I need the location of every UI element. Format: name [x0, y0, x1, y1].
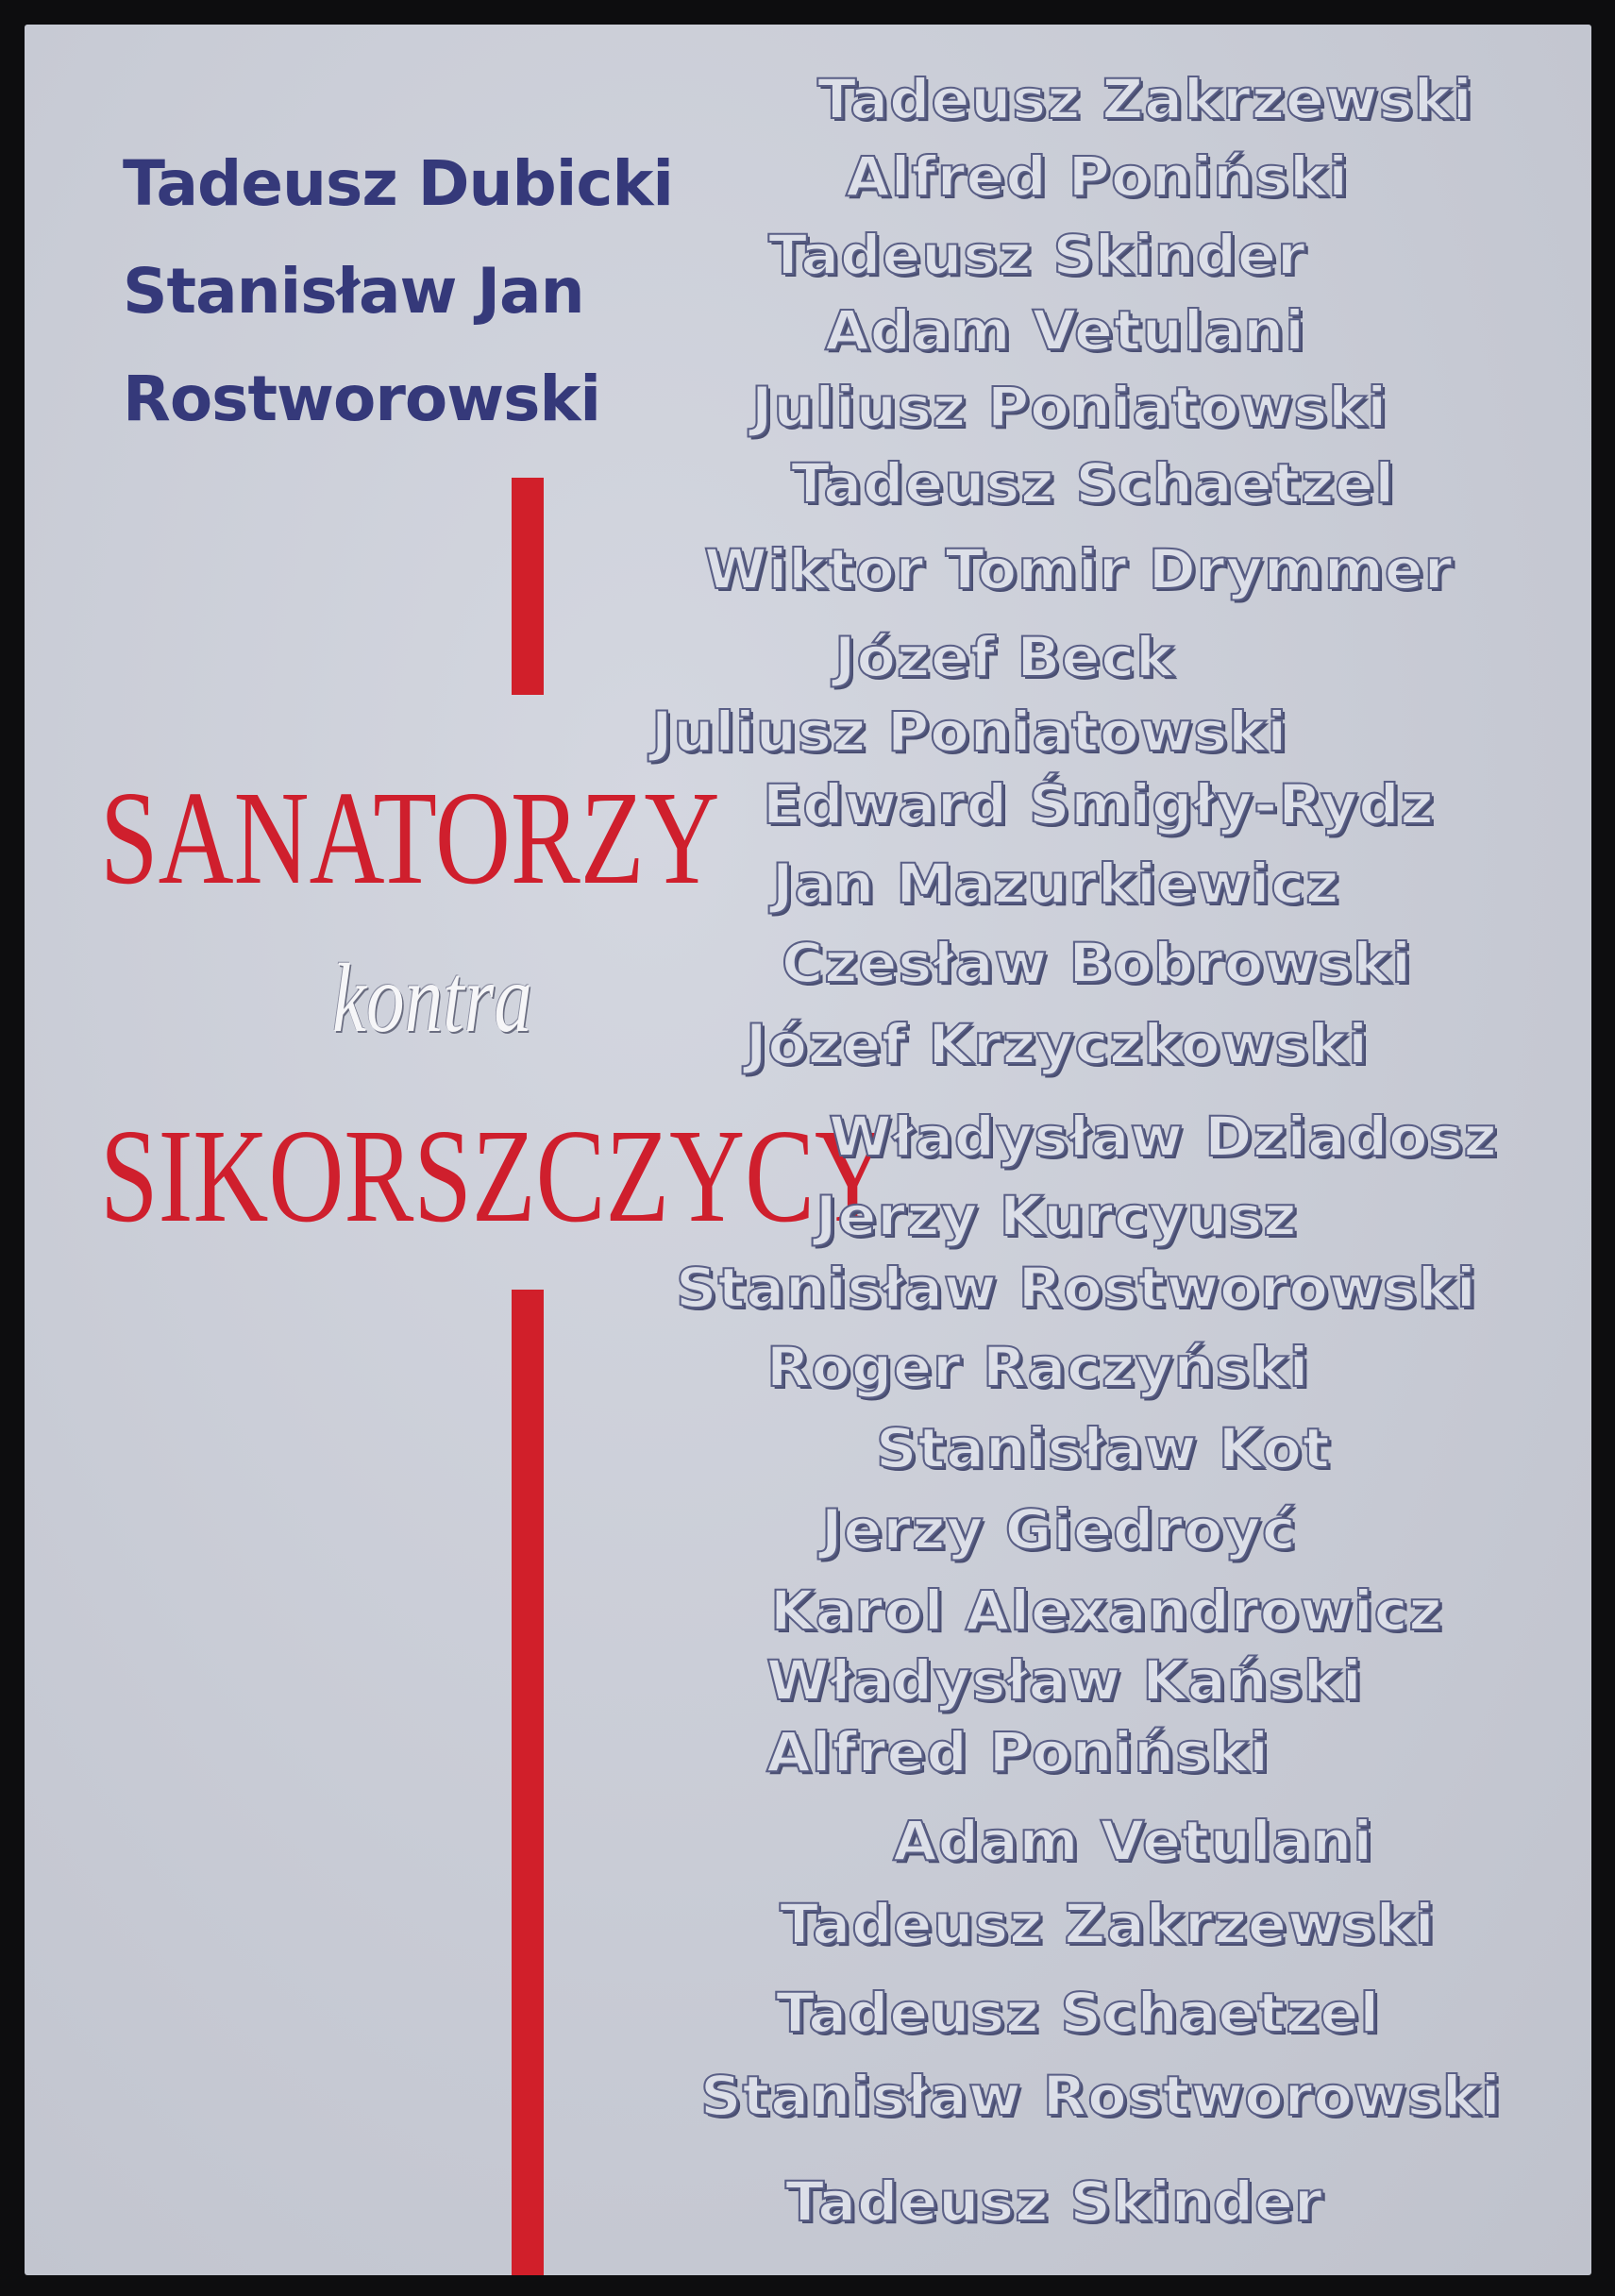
name-item: Tadeusz Skinder [785, 2169, 1323, 2234]
title-connector: kontra [332, 944, 532, 1053]
name-item: Jerzy Kurcyusz [816, 1184, 1298, 1248]
name-item: Edward Śmigły-Rydz [763, 772, 1435, 836]
name-item: Czesław Bobrowski [782, 931, 1412, 995]
name-item: Stanisław Kot [876, 1416, 1331, 1480]
author-line-1: Tadeusz Dubicki [123, 147, 673, 220]
name-item: Tadeusz Schaetzel [791, 451, 1396, 515]
name-item: Karol Alexandrowicz [770, 1578, 1443, 1643]
red-bar-top [512, 478, 544, 695]
name-item: Władysław Dziadosz [829, 1105, 1498, 1169]
name-item: Tadeusz Schaetzel [776, 1981, 1381, 2045]
name-item: Tadeusz Zakrzewski [817, 67, 1473, 131]
name-item: Alfred Poniński [766, 1720, 1270, 1784]
name-item: Jan Mazurkiewicz [772, 852, 1340, 916]
book-cover [25, 25, 1591, 2275]
name-item: Juliusz Poniatowski [651, 700, 1288, 764]
name-item: Józef Beck [834, 625, 1175, 689]
name-item: Stanisław Rostworowski [700, 2064, 1502, 2128]
title-secondary: SIKORSZCZYCY [100, 1101, 890, 1250]
name-item: Juliusz Poniatowski [751, 375, 1388, 439]
author-line-2: Stanisław Jan [123, 255, 584, 328]
name-item: Roger Raczyński [766, 1335, 1310, 1399]
name-item: Józef Krzyczkowski [746, 1012, 1370, 1076]
name-item: Adam Vetulani [825, 298, 1306, 363]
name-item: Wiktor Tomir Drymmer [704, 537, 1454, 601]
name-item: Władysław Kański [766, 1648, 1363, 1713]
name-item: Adam Vetulani [893, 1809, 1374, 1873]
red-bar-bottom [512, 1290, 544, 2275]
title-main: SANATORZY [100, 763, 720, 912]
name-item: Tadeusz Zakrzewski [780, 1892, 1436, 1956]
author-line-3: Rostworowski [123, 363, 600, 435]
name-item: Tadeusz Skinder [768, 223, 1306, 287]
name-item: Stanisław Rostworowski [676, 1256, 1477, 1320]
name-item: Alfred Poniński [846, 144, 1349, 209]
name-item: Jerzy Giedroyć [821, 1497, 1297, 1562]
